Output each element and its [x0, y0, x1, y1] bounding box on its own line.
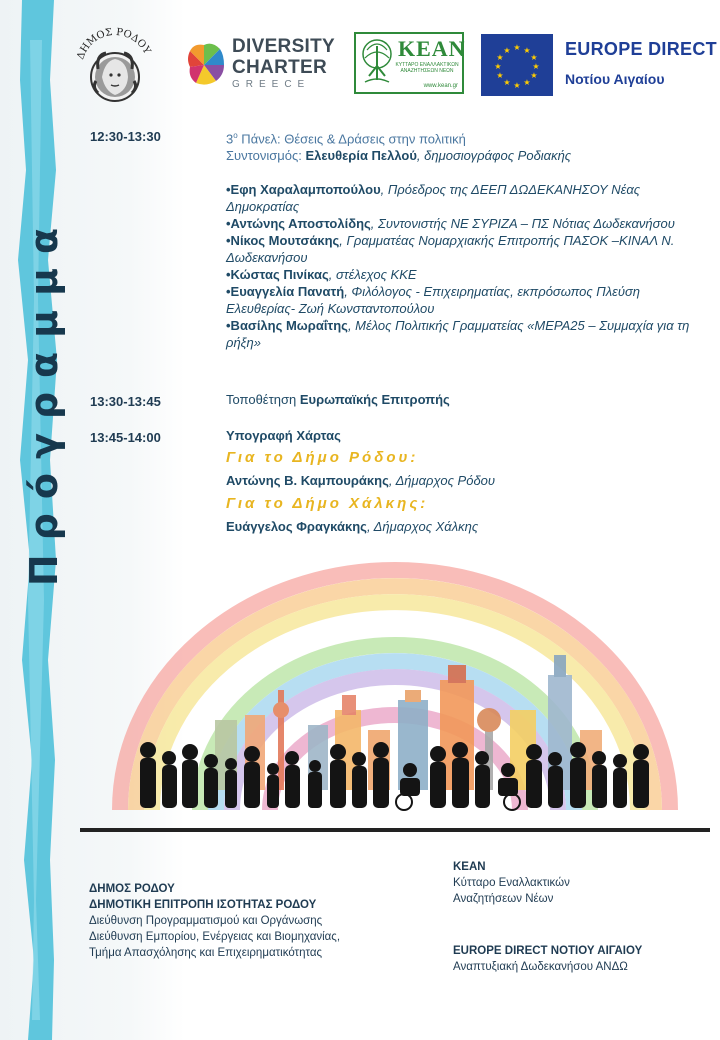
panel-number-sup: ο [233, 131, 238, 140]
speaker-item [226, 181, 696, 215]
rainbow-city-crowd-illustration [80, 560, 710, 840]
rhodes-seal-icon [72, 25, 158, 111]
diversity-line1: DIVERSITY [232, 36, 335, 57]
europe-direct-region: Νοτίου Αιγαίου [565, 71, 665, 87]
kean-subtitle: ΚΥΤΤΑΡΟ ΕΝΑΛΛΑΚΤΙΚΩΝ ΑΝΑΖΗΤΗΣΕΩΝ ΝΕΩΝ [395, 62, 459, 74]
svg-text:★: ★ [513, 43, 521, 52]
europe-direct-title: EUROPE DIRECT [565, 39, 717, 59]
moderator-line [226, 147, 696, 164]
speaker-name: •Ευαγγελία Πανατή [226, 284, 345, 300]
speaker-name: •Βασίλης Μωραΐτης [226, 318, 348, 334]
speaker-item [226, 266, 696, 283]
svg-text:★: ★ [513, 81, 521, 90]
panel-block [226, 127, 696, 351]
speaker-role: , Γραμματέας Νομαρχιακής Επιτροπής ΠΑΣΟΚ –ΚΙΝΑΛ Ν. Δωδεκανήσου [226, 233, 675, 266]
footer-kean-line2: Αναζητήσεων Νέων [453, 893, 554, 905]
speaker-role: , στέλεχος ΚΚΕ [328, 267, 417, 283]
commission-text: Τοποθέτηση [226, 392, 300, 407]
svg-text:ΔΗΜΟΣ ΡΟΔΟΥ: ΔΗΜΟΣ ΡΟΔΟΥ [75, 26, 153, 62]
speaker-name: •Νίκος Μουτσάκης [226, 233, 340, 249]
svg-text:★: ★ [494, 62, 502, 71]
footer-committee: ΔΗΜΟΤΙΚΗ ΕΠΙΤΡΟΠΗ ΙΣΟΤΗΤΑΣ ΡΟΔΟΥ [89, 899, 317, 911]
moderator-role: , δημοσιογράφος Ροδιακής [416, 148, 572, 164]
footer-right-kean [453, 859, 570, 907]
speaker-name: •Αντώνης Αποστολίδης [226, 216, 371, 232]
svg-text:★: ★ [530, 71, 538, 80]
speaker-item [226, 215, 696, 232]
diversity-flower-icon [182, 35, 228, 97]
svg-text:★: ★ [503, 78, 511, 87]
moderator-label: Συντονισμός: [226, 148, 306, 164]
speaker-item [226, 317, 696, 351]
speaker-name: •Κώστας Πινίκας [226, 267, 329, 283]
svg-text:★: ★ [523, 78, 531, 87]
diversity-charter-logo [182, 35, 342, 97]
svg-text:★: ★ [532, 62, 540, 71]
footer-ed-title: EUROPE DIRECT ΝΟΤΙΟΥ ΑΙΓΑΙΟΥ [453, 945, 643, 957]
svg-text:★: ★ [530, 53, 538, 62]
commission-line [226, 391, 696, 408]
kean-name: ΚΕΑΝ [398, 36, 466, 61]
time-slot-2 [90, 393, 161, 411]
charter-signing-block [226, 427, 696, 535]
eu-flag-icon [481, 34, 553, 96]
speaker-role: , Πρόεδρος της ΔΕΕΠ ΔΩΔΕΚΑΝΗΣΟΥ Νέας Δημοκρατίας [226, 182, 641, 215]
svg-text:★: ★ [496, 71, 504, 80]
program-vertical-title: Πρόγραμμα [22, 213, 66, 587]
speaker-item [226, 283, 696, 317]
logos-row [0, 25, 720, 105]
commission-name: Ευρωπαϊκής Επιτροπής [299, 392, 450, 407]
halki-mayor-role: , Δήμαρχος Χάλκης [366, 519, 479, 534]
footer-kean-title: ΚΕΑΝ [453, 861, 486, 873]
time-slot-3 [90, 429, 161, 447]
speaker-item [226, 232, 696, 266]
footer-dept-2: Διεύθυνση Εμπορίου, Ενέργειας και Βιομηχανίας, [89, 931, 341, 943]
diversity-line2: CHARTER [232, 57, 327, 78]
rhodes-mayor-name: Αντώνης Β. Καμπουράκης [226, 473, 389, 488]
moderator-name: Ελευθερία Πελλού [305, 148, 417, 164]
footer-dept-1: Διεύθυνση Προγραμματισμού και Οργάνωσης [89, 915, 323, 927]
svg-text:★: ★ [523, 46, 531, 55]
panel-number: 3 [226, 131, 234, 147]
rhodes-mayor-role: , Δήμαρχος Ρόδου [388, 473, 496, 488]
speaker-role: , Συντονιστής ΝΕ ΣΥΡΙΖΑ – ΠΣ Νότιας Δωδεκανήσου [370, 216, 675, 232]
charter-signing-title: Υπογραφή Χάρτας [226, 428, 341, 443]
footer-org: ΔΗΜΟΣ ΡΟΔΟΥ [89, 883, 175, 895]
kean-url: www.kean.gr [423, 83, 458, 89]
halki-heading: Για το Δήμο Χάλκης: [226, 495, 429, 512]
footer-dept-3: Τμήμα Απασχόλησης και Επιχειρηματικότητας [89, 947, 323, 959]
rhodes-heading: Για το Δήμο Ρόδου: [226, 449, 419, 466]
rhodes-signatory [226, 472, 696, 489]
footer-left [89, 881, 340, 961]
speaker-name: •Εφη Χαραλαμποπούλου [226, 182, 381, 198]
footer-ed-line1: Αναπτυξιακή Δωδεκανήσου ΑΝΔΩ [453, 961, 628, 973]
time-label: 13:30-13:45 [90, 394, 161, 409]
footer-right-ed [453, 943, 642, 975]
tree-icon [359, 36, 395, 92]
time-label: 12:30-13:30 [90, 129, 161, 144]
time-slot-1 [90, 128, 161, 146]
halki-mayor-name: Ευάγγελος Φραγκάκης [226, 519, 367, 534]
kean-logo [354, 32, 464, 94]
speaker-role: , Φιλόλογος - Επιχειρηματίας, εκπρόσωπος Πλεύση Ελευθερίας- Ζωή Κωνσταντοπούλου [226, 284, 641, 317]
footer-kean-line1: Κύτταρο Εναλλακτικών [453, 877, 570, 889]
time-label: 13:45-14:00 [90, 430, 161, 445]
speaker-role: , Μέλος Πολιτικής Γραμματείας «ΜΕΡΑ25 – Συμμαχία για τη ρήξη» [226, 318, 690, 351]
svg-text:★: ★ [503, 46, 511, 55]
svg-text:★: ★ [496, 53, 504, 62]
halki-signatory [226, 518, 696, 535]
panel-title [226, 127, 696, 147]
panel-title-text: Πάνελ: Θέσεις & Δράσεις στην πολιτική [237, 131, 466, 147]
diversity-line3: GREECE [232, 79, 311, 90]
